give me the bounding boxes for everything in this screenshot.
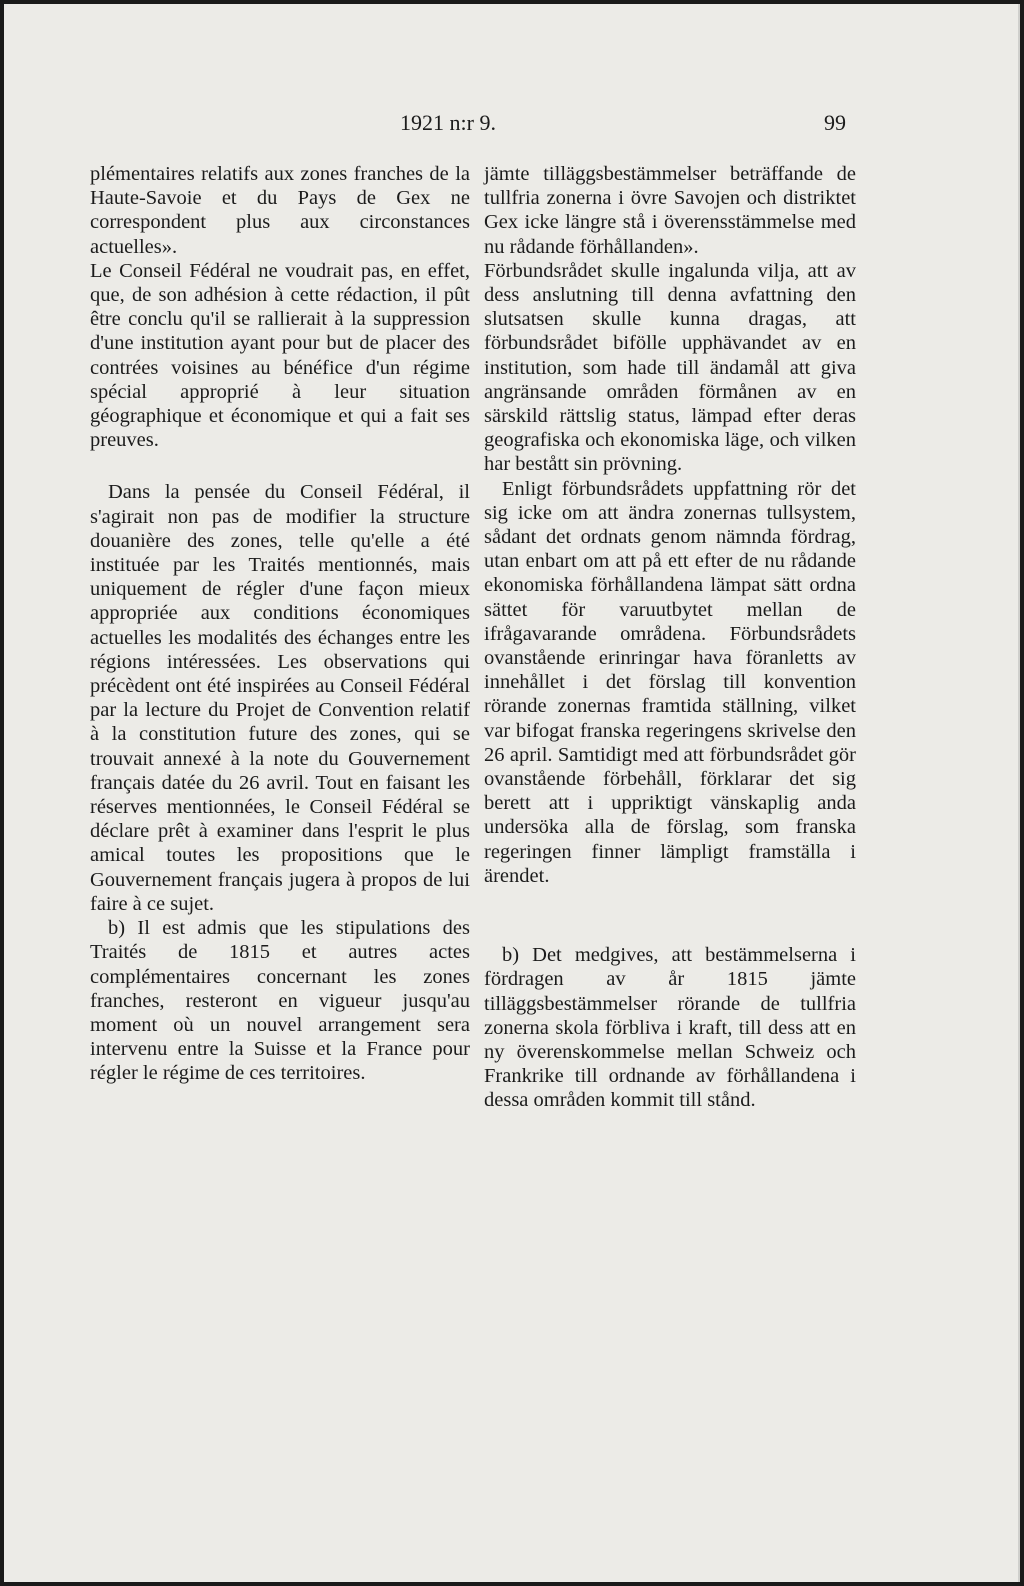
french-paragraph-4: b) Il est admis que les stipulations des Traités de 1815 et autres actes complémentaires concernant les zones franches, resteront en vigueur jusqu'au moment où un nouvel arrangement sera intervenu entre la Suisse et la France pour régler le régime de ces territoires. [90, 917, 470, 1085]
swedish-paragraph-2: Förbundsrådet skulle ingalunda vilja, att av dess anslutning till denna avfattning den slutsatsen skulle kunna dragas, att förbundsrådet bifölle upphävandet av en institution, som hade till ändamål att giva angränsande områden förmånen av en särskild rättslig status, lämpad efter deras geografiska och ekonomiska läge, och vilken har bestått sin prövning. [484, 259, 856, 476]
swedish-paragraph-1: jämte tilläggsbestämmelser beträffande de tullfria zonerna i övre Savojen och distriktet Gex icke längre stå i överensstämmelse med nu rådande förhållanden». [484, 163, 856, 258]
french-paragraph-3: Dans la pensée du Conseil Fédéral, il s'agirait non pas de modifier la structure douanière des zones, telle qu'elle a été instituée par les Traités mentionnés, mais uniquement de régler d'une façon mieux appropriée aux conditions économiques actuelles les modalités des échanges entre les régions intéressées. Les observations qui précèdent ont été inspirées au Conseil Fédéral par la lecture du Projet de Convention relatif à la constitution future des zones, qui se trouvait annexé à la note du Gouvernement français datée du 26 avril. Tout en faisant les réserves mentionnées, le Conseil Fédéral se déclare prêt à examiner dans l'esprit le plus amical toutes les propositions que le Gouvernement français jugera à propos de lui faire à ce sujet. [90, 481, 470, 915]
swedish-paragraph-3: Enligt förbundsrådets uppfattning rör det sig icke om att ändra zonernas tullsystem, sådant det ordnats genom nämnda fördrag, utan enbart om att på ett efter de nu rådande ekonomiska förhållandena lämpat sätt ordna sättet för varuutbytet mellan de ifrågavarande områdena. Förbundsrådets ovanstående erinringar hava föranletts av innehållet i det förslag till konvention rörande zonernas framtida ställning, vilket var bifogat franska regeringens skrivelse den 26 april. Samtidigt med att förbundsrådet gör ovanstående förbehåll, förklarar det sig berett att i uppriktigt vänskaplig anda undersöka alla de förslag, som franska regeringen finner lämpligt framställa i ärendet. [484, 477, 856, 887]
page-header [4, 110, 1018, 140]
french-column [90, 162, 470, 1086]
page-number: 99 [824, 110, 846, 135]
document-page [4, 4, 1020, 1582]
swedish-paragraph-4: b) Det medgives, att bestämmelserna i fördragen av år 1815 jämte tilläggsbestämmelser rörande de tullfria zonerna skola förbliva i kraft, till dess att en ny överenskommelse mellan Schweiz och Frankrike till ordnande av förhållandena i dessa områden kommit till stånd. [484, 944, 856, 1112]
issue-label: 1921 n:r 9. [400, 110, 496, 135]
swedish-column [484, 162, 856, 1113]
french-paragraph-2: Le Conseil Fédéral ne voudrait pas, en effet, que, de son adhésion à cette rédaction, il pût être conclu qu'il se rallierait à la suppression d'une institution ayant pour but de placer des contrées voisines au bénéfice d'un régime spécial approprié à leur situation géographique et économique et qui a fait ses preuves. [90, 259, 470, 452]
french-paragraph-1: plémentaires relatifs aux zones franches de la Haute-Savoie et du Pays de Gex ne correspondent plus aux circonstances actuelles». [90, 163, 470, 258]
